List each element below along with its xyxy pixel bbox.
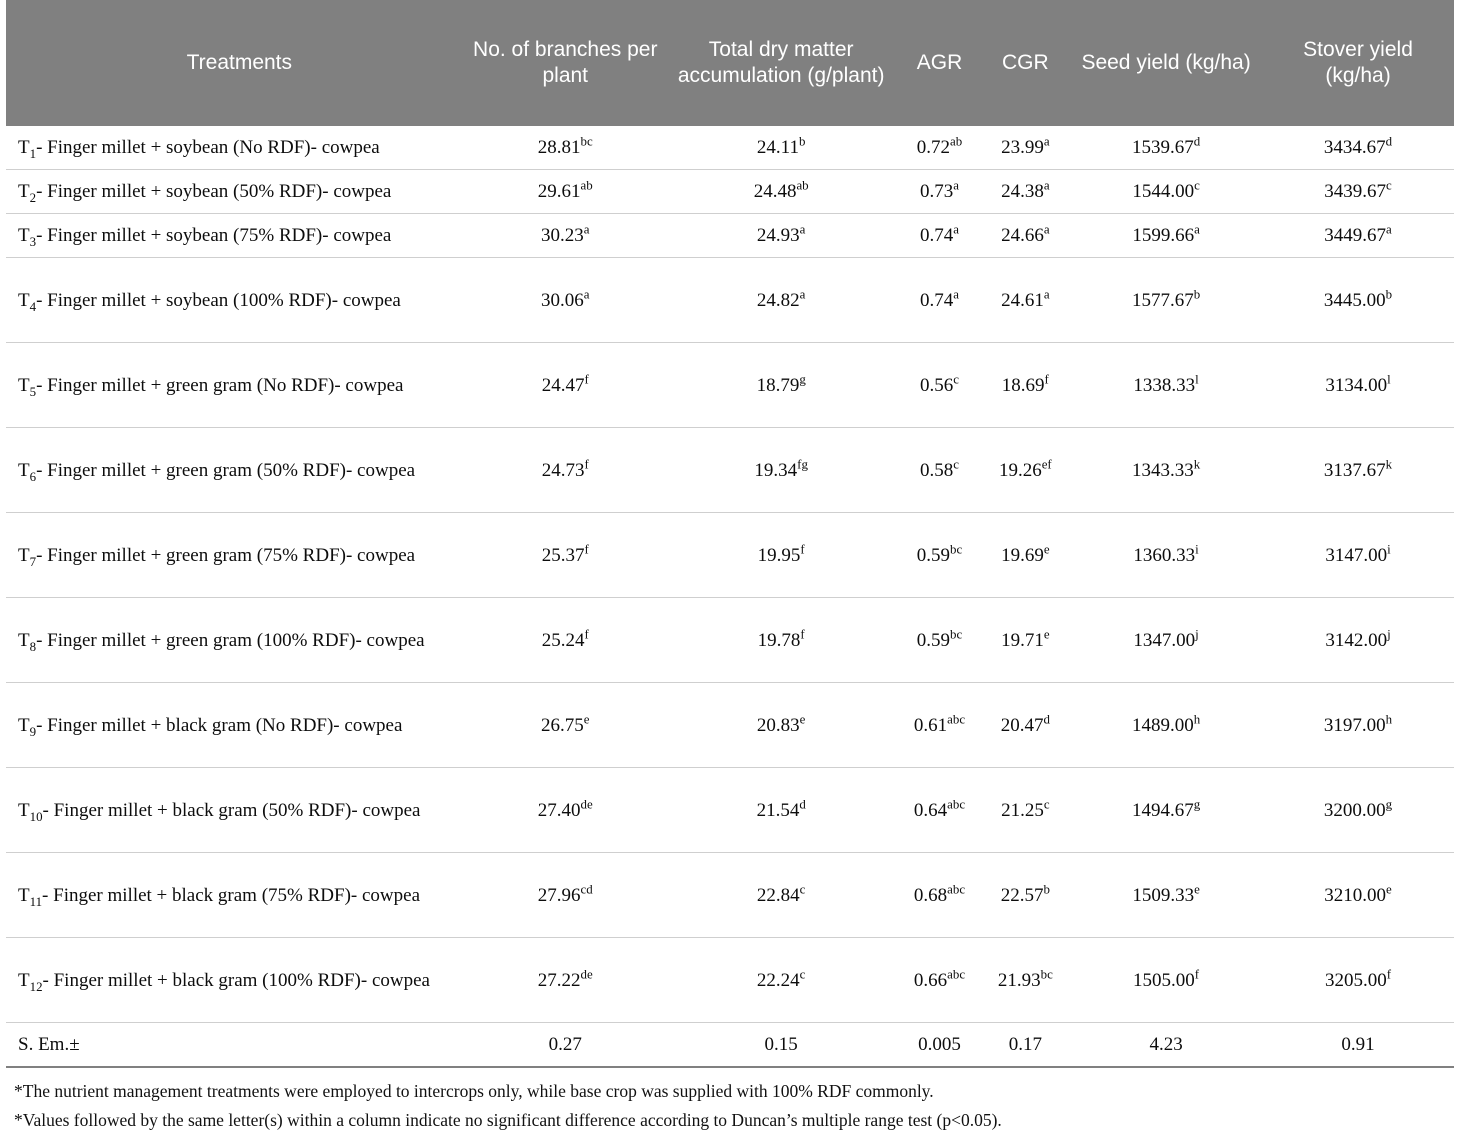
cell-agr: 0.74$^a$ bbox=[898, 258, 980, 343]
column-header-agr: AGR bbox=[898, 0, 980, 126]
cell-branches: 27.40de bbox=[467, 768, 664, 853]
cell-seed-yield: 1343.33$^k$ bbox=[1070, 428, 1262, 513]
cell-agr: 0.58$^c$ bbox=[898, 428, 980, 513]
treatment-label: $T_6-$ Finger millet + green gram (50% RDF)- cowpea bbox=[6, 428, 467, 513]
table-row bbox=[6, 343, 1454, 428]
cell-stover-yield: 3200.00$^g$ bbox=[1262, 768, 1454, 853]
summary-cgr: 0.17 bbox=[981, 1023, 1071, 1068]
cell-total-dry-matter: 22.24$^c$ bbox=[664, 938, 899, 1023]
treatment-label: $T_7-$ Finger millet + green gram (75% RDF)- cowpea bbox=[6, 513, 467, 598]
cell-branches: 27.96$^{cd}$ bbox=[467, 853, 664, 938]
table-row bbox=[6, 126, 1454, 170]
cell-agr: 0.66$^{abc}$ bbox=[898, 938, 980, 1023]
treatment-label: $T_9-$ Finger millet + black gram (No RDF)- cowpea bbox=[6, 683, 467, 768]
treatment-label: $T_5-$ Finger millet + green gram (No RDF)- cowpea bbox=[6, 343, 467, 428]
cell-seed-yield: 1599.66$^a$ bbox=[1070, 214, 1262, 258]
cell-branches: 24.73$^f$ bbox=[467, 428, 664, 513]
table-row bbox=[6, 938, 1454, 1023]
cell-agr: 0.59$^{bc}$ bbox=[898, 598, 980, 683]
treatment-label: $T_{12}-$ Finger millet + black gram (100% RDF)- cowpea bbox=[6, 938, 467, 1023]
footnote-2: *Values followed by the same letter(s) within a column indicate no significant difference according to Duncan’s multiple range test (p<0.05). bbox=[14, 1110, 1002, 1130]
cell-seed-yield: 1338.33$^l$ bbox=[1070, 343, 1262, 428]
table-body bbox=[6, 126, 1454, 1067]
table-header bbox=[6, 0, 1454, 126]
column-header-total-dry-matter: Total dry matter accumulation (g/plant) bbox=[664, 0, 899, 126]
cell-cgr: 21.25$^c$ bbox=[981, 768, 1071, 853]
cell-total-dry-matter: 24.48$^{ab}$ bbox=[664, 170, 899, 214]
cell-agr: 0.61$^{abc}$ bbox=[898, 683, 980, 768]
cell-stover-yield: 3210.00e bbox=[1262, 853, 1454, 938]
cell-stover-yield: 3439.67$^c$ bbox=[1262, 170, 1454, 214]
treatment-label: $T_{10}-$ Finger millet + black gram (50% RDF)- cowpea bbox=[6, 768, 467, 853]
cell-seed-yield: 1505.00$^f$ bbox=[1070, 938, 1262, 1023]
table-row bbox=[6, 513, 1454, 598]
cell-stover-yield: 3147.00$^i$ bbox=[1262, 513, 1454, 598]
summary-total-dry-matter: 0.15 bbox=[664, 1023, 899, 1068]
cell-branches: 25.24$^f$ bbox=[467, 598, 664, 683]
cell-total-dry-matter: 20.83e bbox=[664, 683, 899, 768]
cell-seed-yield: 1539.67$^d$ bbox=[1070, 126, 1262, 170]
column-header-cgr: CGR bbox=[981, 0, 1071, 126]
cell-stover-yield: 3137.67$^k$ bbox=[1262, 428, 1454, 513]
cell-cgr: 20.47$^d$ bbox=[981, 683, 1071, 768]
cell-branches: 30.06$^a$ bbox=[467, 258, 664, 343]
cell-seed-yield: 1347.00$^j$ bbox=[1070, 598, 1262, 683]
cell-total-dry-matter: 22.84$^c$ bbox=[664, 853, 899, 938]
treatment-label: $T_2-$ Finger millet + soybean (50% RDF)- cowpea bbox=[6, 170, 467, 214]
cell-stover-yield: 3449.67$^a$ bbox=[1262, 214, 1454, 258]
cell-cgr: 19.71e bbox=[981, 598, 1071, 683]
cell-total-dry-matter: 24.82$^a$ bbox=[664, 258, 899, 343]
cell-cgr: 19.26$^{ef}$ bbox=[981, 428, 1071, 513]
cell-total-dry-matter: 19.34$^{fg}$ bbox=[664, 428, 899, 513]
cell-agr: 0.68$^{abc}$ bbox=[898, 853, 980, 938]
cell-total-dry-matter: 19.78$^f$ bbox=[664, 598, 899, 683]
summary-branches: 0.27 bbox=[467, 1023, 664, 1068]
summary-agr: 0.005 bbox=[898, 1023, 980, 1068]
cell-total-dry-matter: 24.93$^a$ bbox=[664, 214, 899, 258]
cell-branches: 24.47$^f$ bbox=[467, 343, 664, 428]
table-row bbox=[6, 258, 1454, 343]
table-row bbox=[6, 214, 1454, 258]
table-row bbox=[6, 683, 1454, 768]
cell-branches: 28.81$^{bc}$ bbox=[467, 126, 664, 170]
summary-row bbox=[6, 1023, 1454, 1068]
footnotes bbox=[6, 1068, 1454, 1132]
cell-stover-yield: 3142.00$^j$ bbox=[1262, 598, 1454, 683]
cell-cgr: 23.99$^a$ bbox=[981, 126, 1071, 170]
column-header-branches: No. of branches per plant bbox=[467, 0, 664, 126]
treatment-label: $T_1-$ Finger millet + soybean (No RDF)- cowpea bbox=[6, 126, 467, 170]
summary-stover-yield: 0.91 bbox=[1262, 1023, 1454, 1068]
cell-agr: 0.59$^{bc}$ bbox=[898, 513, 980, 598]
cell-seed-yield: 1544.00$^c$ bbox=[1070, 170, 1262, 214]
cell-cgr: 24.66$^a$ bbox=[981, 214, 1071, 258]
results-table bbox=[6, 0, 1454, 1068]
cell-stover-yield: 3197.00$^h$ bbox=[1262, 683, 1454, 768]
cell-branches: 27.22de bbox=[467, 938, 664, 1023]
cell-cgr: 22.57$^b$ bbox=[981, 853, 1071, 938]
cell-total-dry-matter: 21.54$^d$ bbox=[664, 768, 899, 853]
cell-cgr: 21.93$^{bc}$ bbox=[981, 938, 1071, 1023]
cell-total-dry-matter: 24.11$^b$ bbox=[664, 126, 899, 170]
cell-seed-yield: 1577.67$^b$ bbox=[1070, 258, 1262, 343]
column-header-stover-yield: Stover yield (kg/ha) bbox=[1262, 0, 1454, 126]
cell-seed-yield: 1489.00$^h$ bbox=[1070, 683, 1262, 768]
summary-label: S. Em.± bbox=[6, 1023, 467, 1068]
cell-branches: 26.75e bbox=[467, 683, 664, 768]
table-row bbox=[6, 768, 1454, 853]
header-row bbox=[6, 0, 1454, 126]
cell-agr: 0.74$^a$ bbox=[898, 214, 980, 258]
cell-agr: 0.64$^{abc}$ bbox=[898, 768, 980, 853]
table-row bbox=[6, 428, 1454, 513]
cell-stover-yield: 3134.00$^l$ bbox=[1262, 343, 1454, 428]
cell-seed-yield: 1360.33$^i$ bbox=[1070, 513, 1262, 598]
table-row bbox=[6, 853, 1454, 938]
cell-cgr: 24.38$^a$ bbox=[981, 170, 1071, 214]
cell-branches: 30.23$^a$ bbox=[467, 214, 664, 258]
column-header-treatments: Treatments bbox=[6, 0, 467, 126]
cell-total-dry-matter: 19.95$^f$ bbox=[664, 513, 899, 598]
cell-stover-yield: 3445.00$^b$ bbox=[1262, 258, 1454, 343]
cell-agr: 0.73$^a$ bbox=[898, 170, 980, 214]
cell-stover-yield: 3434.67$^d$ bbox=[1262, 126, 1454, 170]
cell-seed-yield: 1509.33e bbox=[1070, 853, 1262, 938]
cell-agr: 0.56$^c$ bbox=[898, 343, 980, 428]
table-row bbox=[6, 170, 1454, 214]
footnote-1: *The nutrient management treatments were employed to intercrops only, while base crop was supplied with 100% RDF commonly. bbox=[14, 1081, 934, 1101]
cell-cgr: 18.69$^f$ bbox=[981, 343, 1071, 428]
cell-seed-yield: 1494.67$^g$ bbox=[1070, 768, 1262, 853]
treatment-label: $T_3-$ Finger millet + soybean (75% RDF)- cowpea bbox=[6, 214, 467, 258]
table-row bbox=[6, 598, 1454, 683]
cell-cgr: 24.61$^a$ bbox=[981, 258, 1071, 343]
cell-total-dry-matter: 18.79$^g$ bbox=[664, 343, 899, 428]
cell-agr: 0.72$^{ab}$ bbox=[898, 126, 980, 170]
cell-cgr: 19.69e bbox=[981, 513, 1071, 598]
column-header-seed-yield: Seed yield (kg/ha) bbox=[1070, 0, 1262, 126]
treatment-label: $T_8-$ Finger millet + green gram (100% RDF)- cowpea bbox=[6, 598, 467, 683]
summary-seed-yield: 4.23 bbox=[1070, 1023, 1262, 1068]
cell-stover-yield: 3205.00$^f$ bbox=[1262, 938, 1454, 1023]
cell-branches: 29.61$^{ab}$ bbox=[467, 170, 664, 214]
cell-branches: 25.37$^f$ bbox=[467, 513, 664, 598]
treatment-label: $T_4-$ Finger millet + soybean (100% RDF)- cowpea bbox=[6, 258, 467, 343]
treatment-label: $T_{11}-$ Finger millet + black gram (75% RDF)- cowpea bbox=[6, 853, 467, 938]
